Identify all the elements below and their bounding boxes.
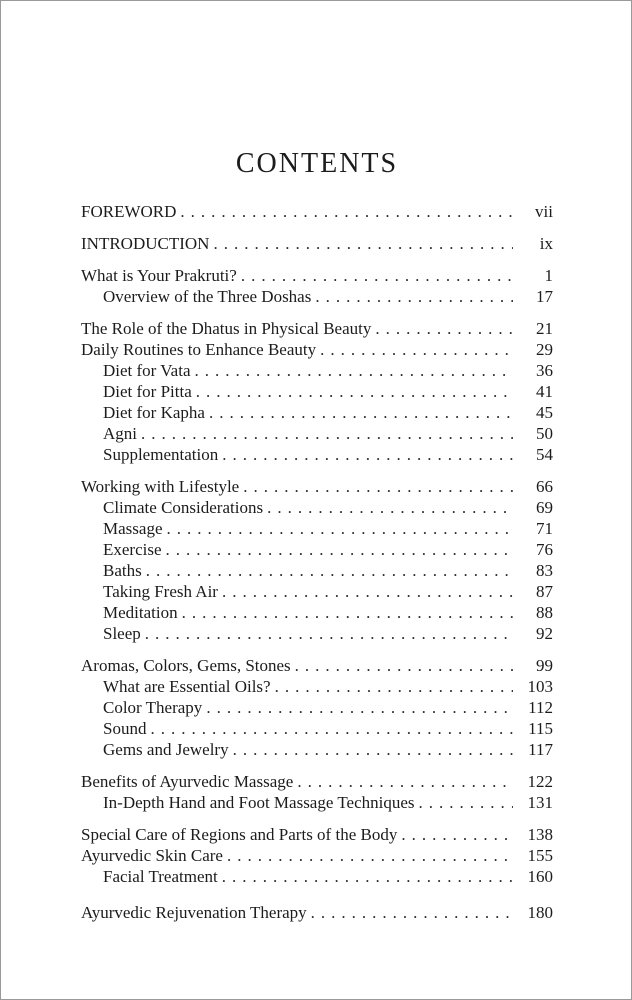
toc-entry <box>81 602 553 623</box>
toc-entry-page: 54 <box>536 445 553 464</box>
toc-entry-label: Sleep <box>103 624 141 643</box>
toc-entry-label: Gems and Jewelry <box>103 740 229 759</box>
toc-entry-label: Meditation <box>103 603 178 622</box>
toc-entry <box>81 718 553 739</box>
table-of-contents <box>81 201 553 923</box>
toc-entry-label: Working with Lifestyle <box>81 477 240 496</box>
toc-entry-page: 138 <box>527 825 553 844</box>
toc-entry-page: 155 <box>527 846 553 865</box>
toc-group <box>81 902 553 923</box>
toc-group <box>81 318 553 465</box>
dot-leader <box>297 771 513 792</box>
toc-entry-label: In-Depth Hand and Foot Massage Techniques <box>103 793 415 812</box>
dot-leader <box>241 265 513 286</box>
toc-entry <box>81 792 553 813</box>
toc-entry <box>81 497 553 518</box>
toc-entry-page: 131 <box>527 793 553 812</box>
toc-entry <box>81 518 553 539</box>
toc-entry <box>81 560 553 581</box>
dot-leader <box>243 476 513 497</box>
toc-entry-page: 71 <box>536 519 553 538</box>
dot-leader <box>141 423 513 444</box>
dot-leader <box>375 318 513 339</box>
toc-entry <box>81 676 553 697</box>
toc-entry-label: The Role of the Dhatus in Physical Beauty <box>81 319 372 338</box>
dot-leader <box>209 402 513 423</box>
toc-entry-label: Facial Treatment <box>103 867 218 886</box>
toc-entry-label: Massage <box>103 519 163 538</box>
toc-entry <box>81 423 553 444</box>
dot-leader <box>233 739 513 760</box>
toc-entry <box>81 201 553 222</box>
dot-leader <box>206 697 513 718</box>
toc-entry-label: INTRODUCTION <box>81 234 210 253</box>
toc-entry-label: Benefits of Ayurvedic Massage <box>81 772 294 791</box>
toc-entry <box>81 360 553 381</box>
toc-group <box>81 771 553 813</box>
toc-entry-page: 36 <box>536 361 553 380</box>
toc-entry-label: Overview of the Three Doshas <box>103 287 312 306</box>
toc-entry <box>81 697 553 718</box>
toc-group <box>81 265 553 307</box>
toc-entry <box>81 444 553 465</box>
toc-entry-label: What is Your Prakruti? <box>81 266 237 285</box>
dot-leader <box>222 866 513 887</box>
toc-entry-page: 41 <box>536 382 553 401</box>
toc-entry-page: 66 <box>536 477 553 496</box>
toc-entry <box>81 581 553 602</box>
toc-group <box>81 201 553 222</box>
toc-entry-page: 117 <box>528 740 553 759</box>
toc-entry-page: 29 <box>536 340 553 359</box>
dot-leader <box>150 718 513 739</box>
toc-entry-page: 45 <box>536 403 553 422</box>
toc-entry-page: 160 <box>527 867 553 886</box>
toc-entry <box>81 286 553 307</box>
toc-entry <box>81 845 553 866</box>
toc-entry <box>81 476 553 497</box>
toc-entry-page: 1 <box>544 266 553 285</box>
toc-entry <box>81 265 553 286</box>
toc-entry-page: 76 <box>536 540 553 559</box>
page-title: CONTENTS <box>235 148 399 179</box>
toc-entry-page: ix <box>539 234 553 253</box>
toc-entry-page: 115 <box>528 719 553 738</box>
book-page <box>1 1 631 999</box>
dot-leader <box>315 286 513 307</box>
toc-entry <box>81 381 553 402</box>
dot-leader <box>275 676 513 697</box>
toc-entry-page: 88 <box>536 603 553 622</box>
toc-entry-page: 87 <box>536 582 553 601</box>
dot-leader <box>146 560 513 581</box>
toc-entry-label: Diet for Kapha <box>103 403 205 422</box>
dot-leader <box>267 497 513 518</box>
toc-entry-label: Baths <box>103 561 142 580</box>
toc-entry <box>81 539 553 560</box>
toc-entry <box>81 771 553 792</box>
dot-leader <box>320 339 513 360</box>
toc-entry <box>81 402 553 423</box>
toc-entry-page: 21 <box>536 319 553 338</box>
toc-entry-label: Color Therapy <box>103 698 203 717</box>
toc-group <box>81 233 553 254</box>
toc-entry-page: 103 <box>527 677 553 696</box>
toc-entry <box>81 655 553 676</box>
toc-entry-page: 112 <box>528 698 553 717</box>
toc-group <box>81 824 553 887</box>
toc-group <box>81 476 553 644</box>
toc-entry-label: Agni <box>103 424 137 443</box>
dot-leader <box>295 655 513 676</box>
toc-entry-label: Daily Routines to Enhance Beauty <box>81 340 317 359</box>
toc-entry <box>81 318 553 339</box>
toc-entry <box>81 233 553 254</box>
toc-entry-label: Climate Considerations <box>103 498 264 517</box>
toc-entry-label: Ayurvedic Skin Care <box>81 846 223 865</box>
toc-entry-label: What are Essential Oils? <box>103 677 271 696</box>
dot-leader <box>182 602 513 623</box>
dot-leader <box>311 902 513 923</box>
dot-leader <box>196 381 513 402</box>
toc-entry <box>81 739 553 760</box>
toc-entry-label: Special Care of Regions and Parts of the Body <box>81 825 398 844</box>
toc-entry-label: Diet for Pitta <box>103 382 192 401</box>
toc-entry-label: Diet for Vata <box>103 361 191 380</box>
toc-entry <box>81 902 553 923</box>
toc-entry-page: vii <box>535 202 553 221</box>
toc-entry <box>81 824 553 845</box>
dot-leader <box>166 539 513 560</box>
toc-entry-label: Sound <box>103 719 147 738</box>
toc-entry-page: 122 <box>527 772 553 791</box>
toc-entry-page: 17 <box>536 287 553 306</box>
toc-entry-label: FOREWORD <box>81 202 177 221</box>
dot-leader <box>195 360 514 381</box>
toc-entry-page: 50 <box>536 424 553 443</box>
dot-leader <box>213 233 513 254</box>
dot-leader <box>227 845 513 866</box>
toc-entry-label: Exercise <box>103 540 162 559</box>
toc-entry <box>81 339 553 360</box>
dot-leader <box>401 824 513 845</box>
dot-leader <box>166 518 513 539</box>
dot-leader <box>145 623 513 644</box>
toc-entry-page: 99 <box>536 656 553 675</box>
toc-entry <box>81 866 553 887</box>
toc-entry-label: Ayurvedic Rejuvenation Therapy <box>81 903 307 922</box>
dot-leader <box>180 201 513 222</box>
toc-entry <box>81 623 553 644</box>
dot-leader <box>222 581 513 602</box>
dot-leader <box>222 444 513 465</box>
toc-entry-label: Supplementation <box>103 445 219 464</box>
toc-entry-label: Taking Fresh Air <box>103 582 218 601</box>
toc-entry-page: 69 <box>536 498 553 517</box>
toc-entry-label: Aromas, Colors, Gems, Stones <box>81 656 291 675</box>
toc-group <box>81 655 553 760</box>
toc-entry-page: 92 <box>536 624 553 643</box>
toc-entry-page: 180 <box>527 903 553 922</box>
toc-entry-page: 83 <box>536 561 553 580</box>
dot-leader <box>419 792 513 813</box>
